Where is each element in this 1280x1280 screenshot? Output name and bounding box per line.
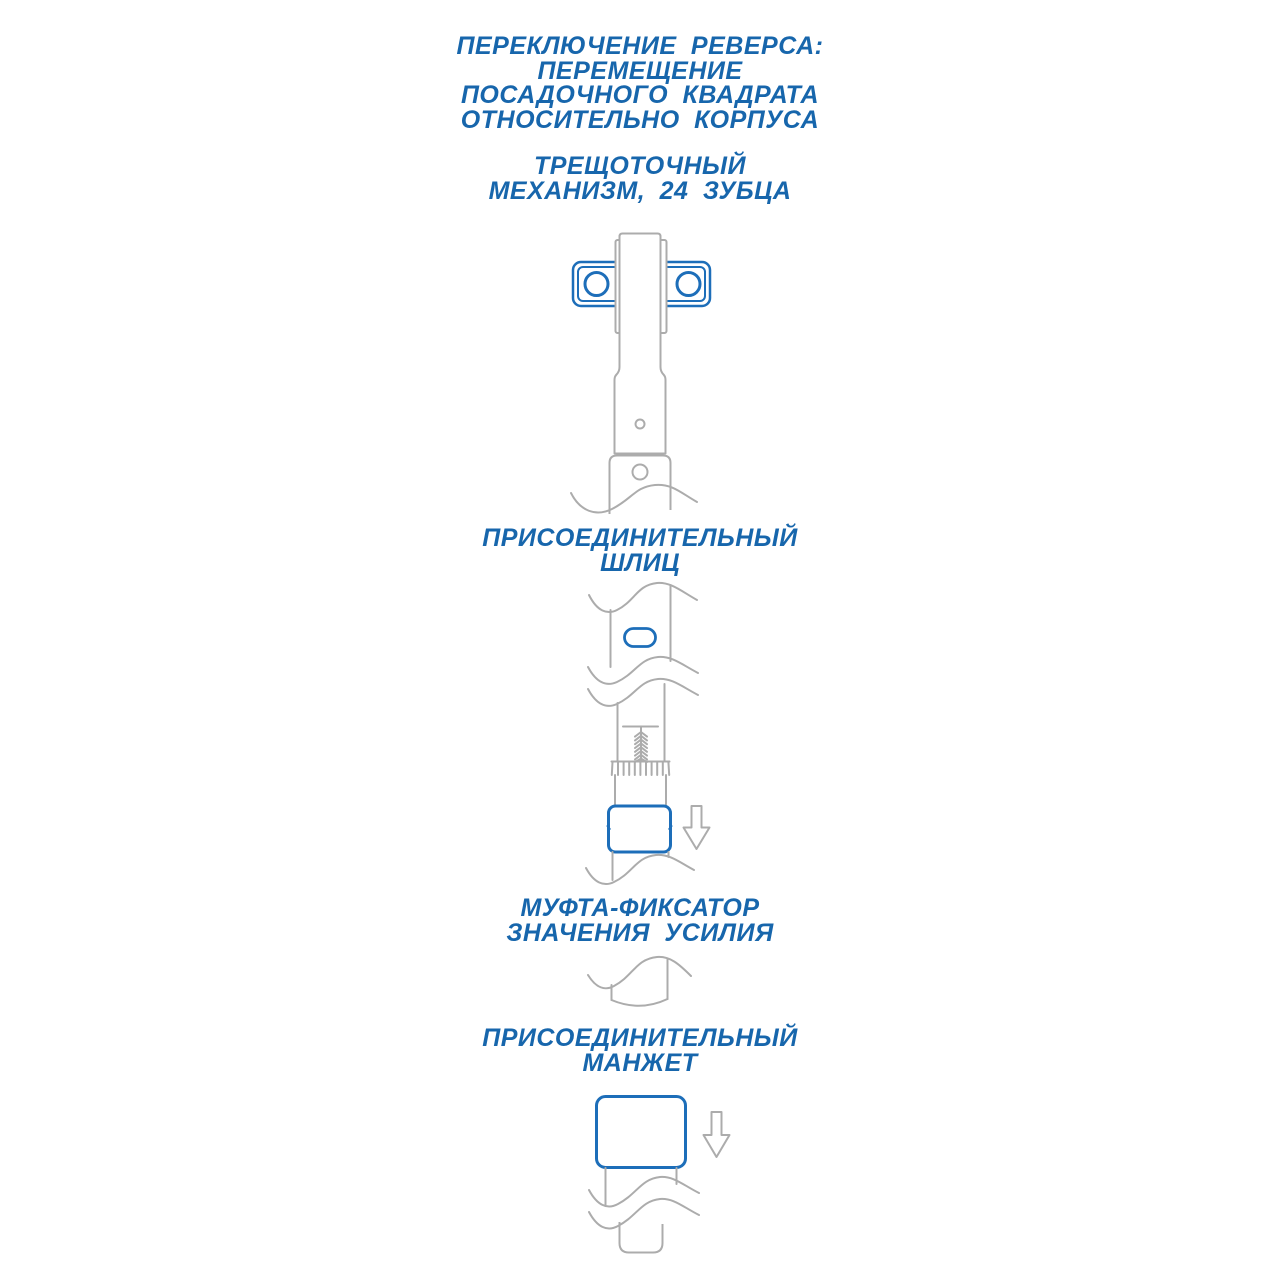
label-connection-cuff (0, 1026, 1280, 1075)
break-wave (588, 957, 691, 988)
cuff-segment-drawing (589, 1097, 730, 1253)
label-line: МУФТА-ФИКСАТОР (520, 894, 760, 922)
handle-segment-drawing (588, 957, 691, 1006)
label-line: ПРИСОЕДИНИТЕЛЬНЫЙ (482, 524, 798, 552)
label-line: МАНЖЕТ (582, 1048, 698, 1077)
drive-hole-right (677, 273, 700, 296)
connection-spline-slot (625, 629, 656, 647)
label-line: ШЛИЦ (600, 548, 680, 577)
break-arc-bottom (612, 999, 668, 1006)
down-arrow-icon (684, 806, 710, 849)
sleeve-segment-drawing (586, 806, 710, 884)
break-wave (589, 583, 697, 612)
label-line: ЗНАЧЕНИЯ УСИЛИЯ (506, 918, 774, 947)
label-line: ТРЕЩОТОЧНЫЙ (533, 152, 747, 180)
ratchet-head-drawing (571, 234, 710, 515)
label-line: ОТНОСИТЕЛЬНО КОРПУСА (460, 105, 820, 134)
break-wave-double-1 (588, 657, 698, 684)
break-wave (586, 855, 694, 884)
down-arrow-icon (704, 1112, 730, 1157)
handle-end-stub (620, 1222, 663, 1253)
label-line: ПОСАДОЧНОГО КВАДРАТА (460, 81, 820, 109)
torque-lock-sleeve (609, 806, 671, 852)
label-line: ПРИСОЕДИНИТЕЛЬНЫЙ (482, 1024, 798, 1052)
label-connection-spline (0, 526, 1280, 575)
label-line: ПЕРЕКЛЮЧЕНИЕ РЕВЕРСА: (456, 32, 824, 60)
label-torque-lock-sleeve (0, 896, 1280, 945)
spline-segment-drawing (588, 583, 698, 706)
label-ratchet-mechanism (0, 154, 1280, 203)
knurl-teeth (612, 762, 669, 775)
connection-cuff (597, 1097, 686, 1168)
label-line: МЕХАНИЗМ, 24 ЗУБЦА (488, 176, 792, 205)
label-line: ПЕРЕМЕЩЕНИЕ (537, 56, 743, 85)
drive-hole-left (585, 273, 608, 296)
label-reverse-switching (0, 34, 1280, 132)
